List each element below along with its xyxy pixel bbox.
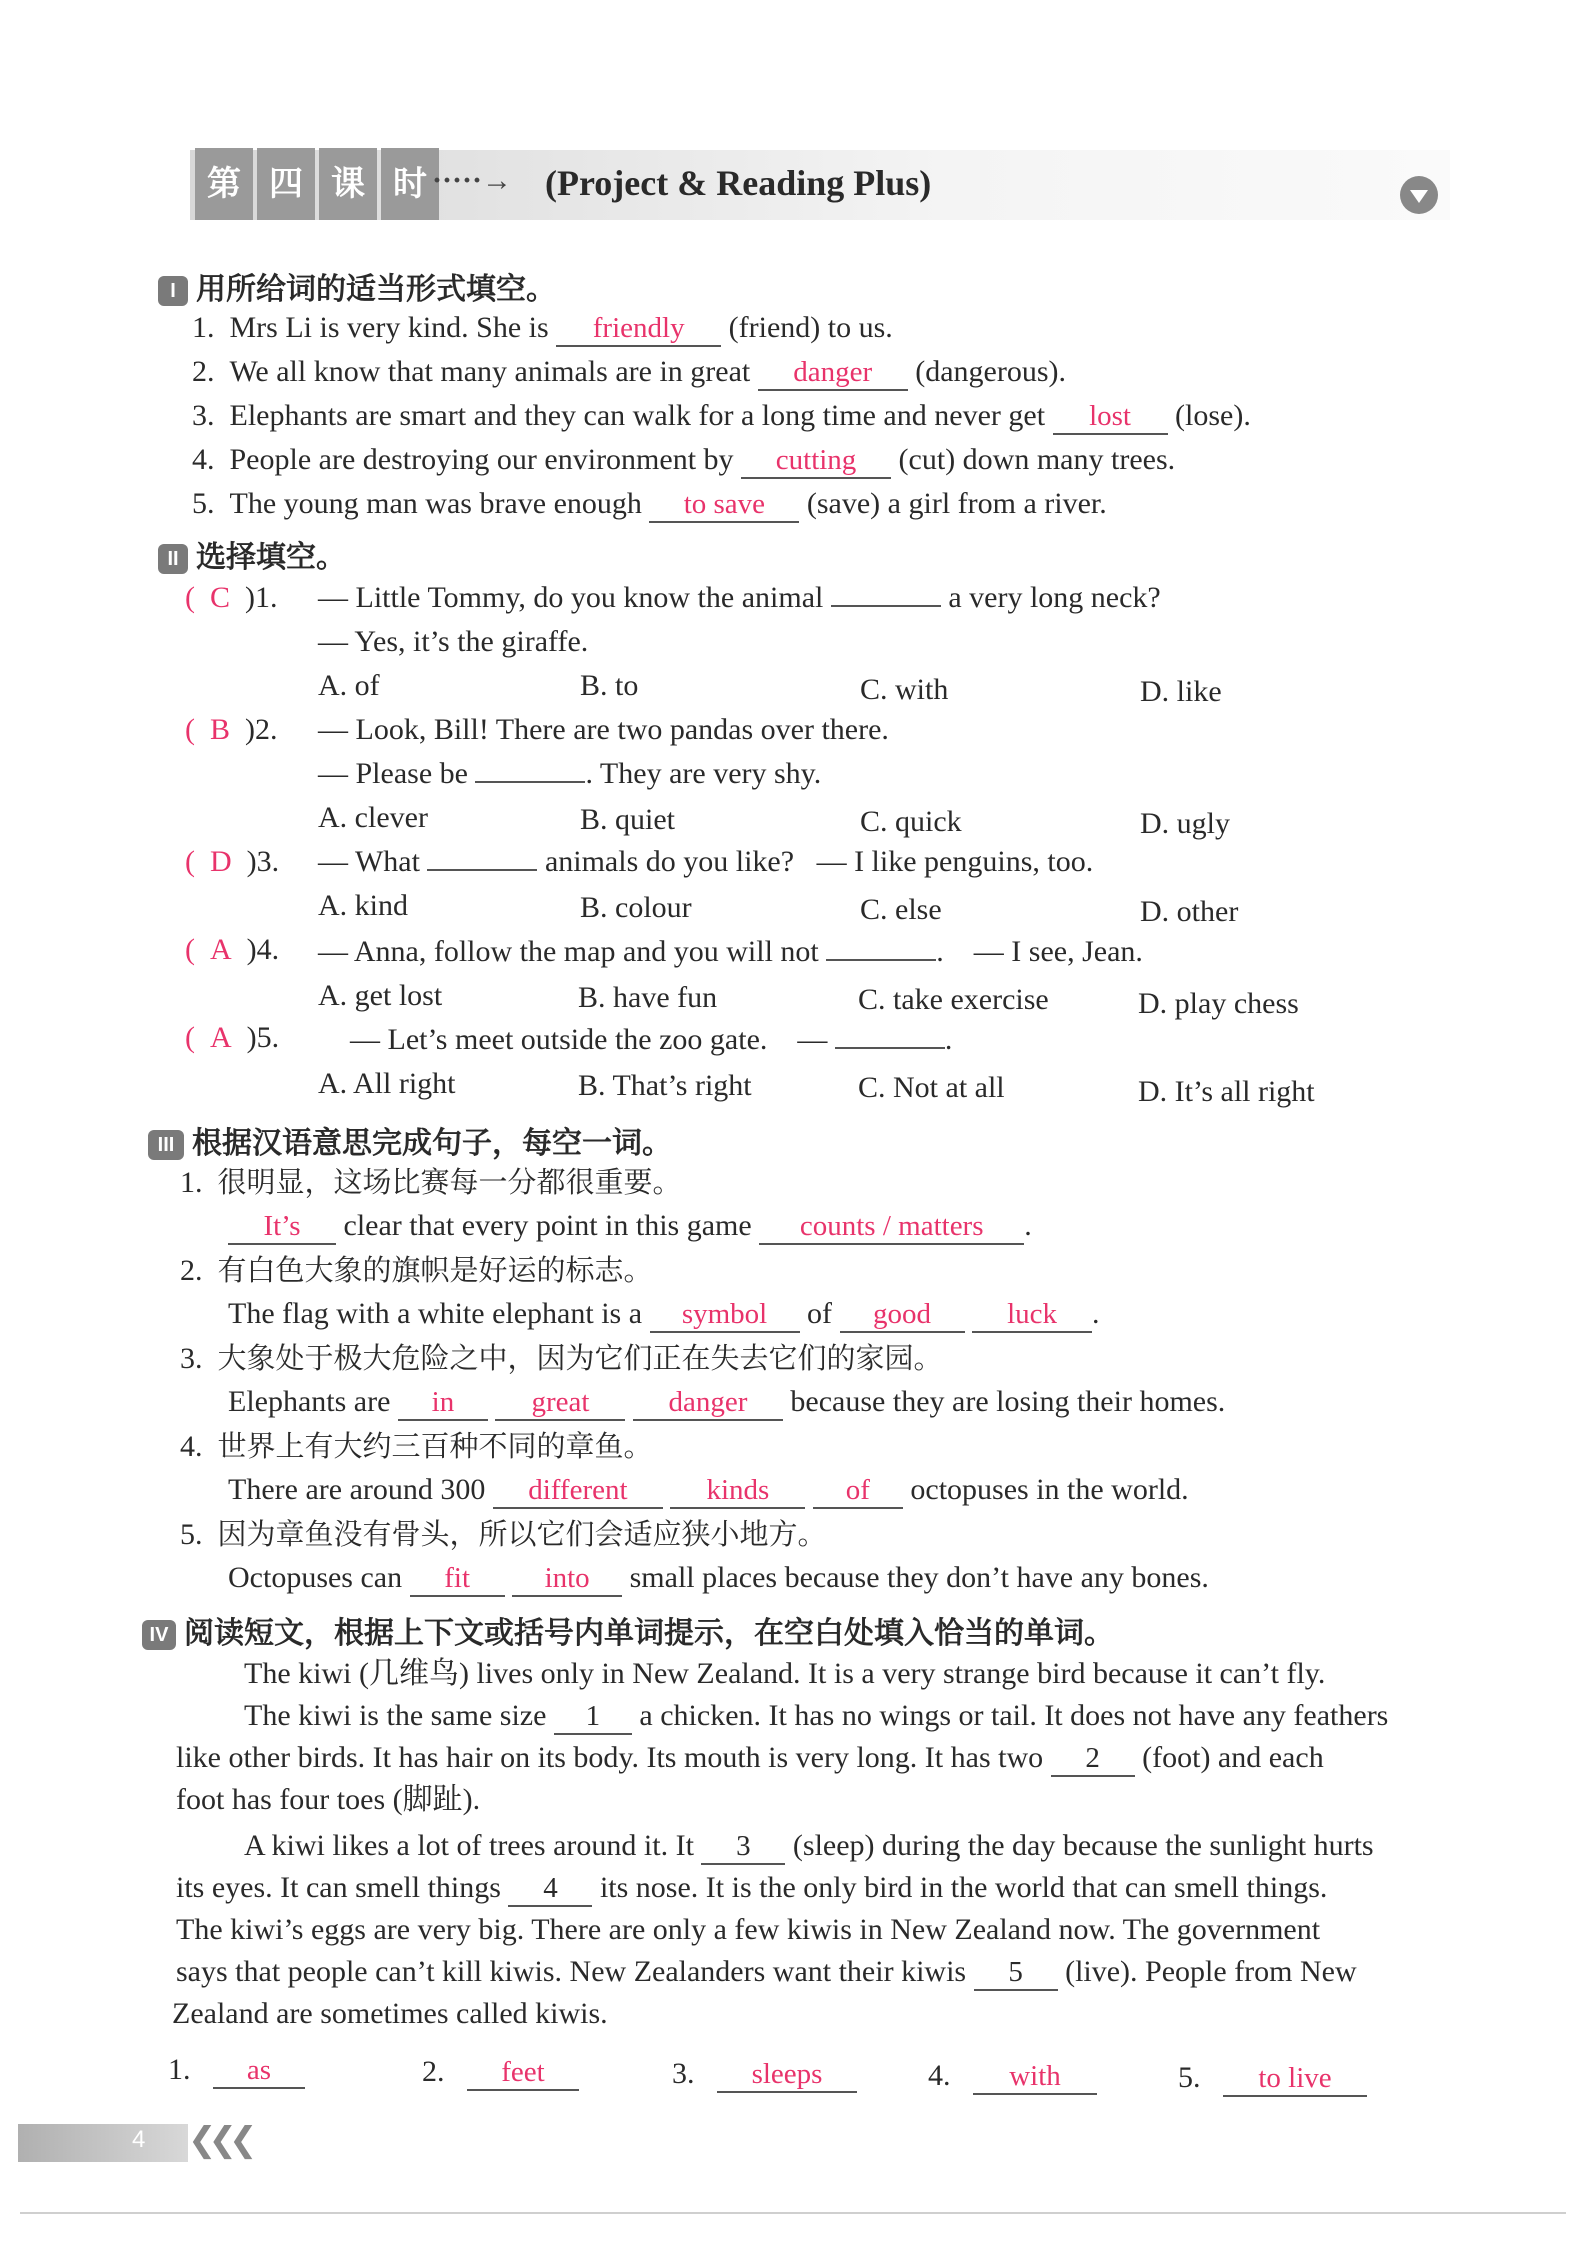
option: A. get lost [318,979,443,1012]
section-title: 根据汉语意思完成句子，每空一词。 [192,1126,672,1161]
answer-blank: to save [649,487,799,523]
s3-item-5-en: Octopuses can fit into small places because they don’t have any bones. [228,1560,1209,1597]
option: D. It’s all right [1138,1075,1315,1108]
section-number: IV [142,1620,176,1650]
answer-blank: luck [972,1297,1092,1333]
passage-line: The kiwi’s eggs are very big. There are only a few kiwis in New Zealand now. The government [176,1913,1321,1946]
passage-answer-5: 5. to live [1178,2060,1367,2097]
section-1-heading [158,264,556,308]
passage-line: A kiwi likes a lot of trees around it. It 3 (sleep) during the day because the sunlight hurts [244,1828,1374,1865]
answer-blank: different [493,1473,663,1509]
option: B. to [580,669,639,702]
s1-item-1: 1. Mrs Li is very kind. She is friendly (friend) to us. [192,310,893,347]
passage-line: says that people can’t kill kiwis. New Zealanders want their kiwis 5 (live). People from New [176,1954,1357,1991]
section-number: II [158,544,188,574]
page-title: (Project & Reading Plus) [545,163,932,203]
s1-item-3: 3. Elephants are smart and they can walk for a long time and never get lost (lose). [192,398,1251,435]
lesson-char: 四 [257,148,315,220]
section-title: 选择填空。 [196,540,346,575]
option: A. of [318,669,380,702]
option: D. ugly [1140,807,1230,840]
passage-line: The kiwi is the same size 1 a chicken. It has no wings or tail. It does not have any feathers [244,1698,1388,1735]
s3-item-5-cn: 5. 因为章鱼没有骨头，所以它们会适应狭小地方。 [180,1517,827,1551]
passage-line: its eyes. It can smell things 4 its nose. It is the only bird in the world that can smell things. [176,1870,1327,1907]
choice-answer: A [210,933,232,966]
gap-marker: 4 [508,1871,592,1907]
s3-item-3-en: Elephants are in great danger because they are losing their homes. [228,1384,1225,1421]
header-arrow: ·····→ [432,164,513,197]
choice-answer: D [210,845,232,878]
q1-question: — Little Tommy, do you know the animal a very long neck? [318,581,1161,614]
option: D. like [1140,675,1222,708]
s3-item-4-cn: 4. 世界上有大约三百种不同的章鱼。 [180,1429,653,1463]
gap-marker: 1 [554,1699,632,1735]
answer-blank: lost [1053,399,1168,435]
section-2-heading [158,532,346,576]
s3-item-3-cn: 3. 大象处于极大危险之中，因为它们正在失去它们的家园。 [180,1341,943,1375]
answer-blank: into [512,1561,622,1597]
option: C. with [860,673,949,706]
option: D. other [1140,895,1239,928]
s3-item-1-en: It’s clear that every point in this game counts / matters . [228,1208,1032,1245]
answer-blank: It’s [228,1209,336,1245]
option: A. clever [318,801,428,834]
answer-blank: in [398,1385,488,1421]
q4-number: ( A )4. [185,933,280,966]
option: C. quick [860,805,962,838]
q2-question: — Look, Bill! There are two pandas over there. [318,713,889,746]
option: B. have fun [578,981,718,1014]
gap-marker: 5 [974,1955,1058,1991]
q5-question: — Let’s meet outside the zoo gate. — . [350,1023,953,1056]
option: C. take exercise [858,983,1049,1016]
option: D. play chess [1138,987,1299,1020]
footer-divider [20,2212,1566,2214]
option: B. quiet [580,803,675,836]
s3-item-2-en: The flag with a white elephant is a symbol of good luck . [228,1296,1100,1333]
section-number: III [148,1130,184,1160]
q1-number: ( C )1. [185,581,278,614]
passage-line: Zealand are sometimes called kiwis. [172,1997,608,2030]
passage-line: foot has four toes (脚趾). [176,1783,481,1816]
lesson-tag [195,148,443,220]
passage-answer-3: 3. sleeps [672,2056,857,2093]
lesson-char: 第 [195,148,253,220]
page-number: 4 [132,2126,146,2153]
lesson-char: 时 [381,148,439,220]
section-title: 用所给词的适当形式填空。 [196,272,556,307]
answer-blank: of [813,1473,903,1509]
gap-marker: 2 [1051,1741,1135,1777]
choice-answer: A [210,1021,232,1054]
s1-item-5: 5. The young man was brave enough to save (save) a girl from a river. [192,486,1107,523]
option: C. Not at all [858,1071,1005,1104]
answer-blank: fit [410,1561,505,1597]
option: C. else [860,893,942,926]
answer-blank: danger [633,1385,783,1421]
passage-answer-2: 2. feet [422,2054,579,2091]
passage-line: The kiwi (几维鸟) lives only in New Zealand. It is a very strange bird because it can’t fly. [244,1657,1326,1690]
q1-reply: — Yes, it’s the giraffe. [318,625,589,658]
option: A. All right [318,1067,456,1100]
s1-item-4: 4. People are destroying our environment by cutting (cut) down many trees. [192,442,1175,479]
section-3-heading [148,1118,672,1162]
footer-band [18,2124,188,2162]
option: A. kind [318,889,408,922]
option: B. That’s right [578,1069,752,1102]
answer-blank: symbol [650,1297,800,1333]
section-title: 阅读短文，根据上下文或括号内单词提示，在空白处填入恰当的单词。 [184,1616,1114,1651]
choice-answer: B [210,713,231,746]
gap-marker: 3 [701,1829,785,1865]
chevrons-icon: ❮❮❮ [188,2120,250,2160]
passage-answer-1: 1. as [168,2052,305,2089]
answer-blank: cutting [741,443,891,479]
lesson-char: 课 [319,148,377,220]
s3-item-4-en: There are around 300 different kinds of octopuses in the world. [228,1472,1189,1509]
choice-answer: C [210,581,231,614]
option: B. colour [580,891,692,924]
answer-blank: great [495,1385,625,1421]
q3-number: ( D )3. [185,845,280,878]
answer-blank: good [840,1297,965,1333]
section-number: I [158,276,188,306]
q3-question: — What animals do you like? — I like penguins, too. [318,845,1094,878]
chevron-down-icon [1400,176,1438,214]
q5-number: ( A )5. [185,1021,280,1054]
q2-reply: — Please be . They are very shy. [318,757,822,790]
passage-line: like other birds. It has hair on its body. Its mouth is very long. It has two 2 (foot) and each [176,1740,1324,1777]
answer-blank: kinds [670,1473,805,1509]
answer-blank: friendly [556,311,721,347]
q4-question: — Anna, follow the map and you will not . — I see, Jean. [318,935,1143,968]
answer-blank: danger [758,355,908,391]
s1-item-2: 2. We all know that many animals are in great danger (dangerous). [192,354,1066,391]
section-4-heading [142,1608,1114,1652]
s3-item-1-cn: 1. 很明显，这场比赛每一分都很重要。 [180,1165,682,1199]
q2-number: ( B )2. [185,713,278,746]
answer-blank: counts / matters [759,1209,1024,1245]
s3-item-2-cn: 2. 有白色大象的旗帜是好运的标志。 [180,1253,653,1287]
passage-answer-4: 4. with [928,2058,1097,2095]
